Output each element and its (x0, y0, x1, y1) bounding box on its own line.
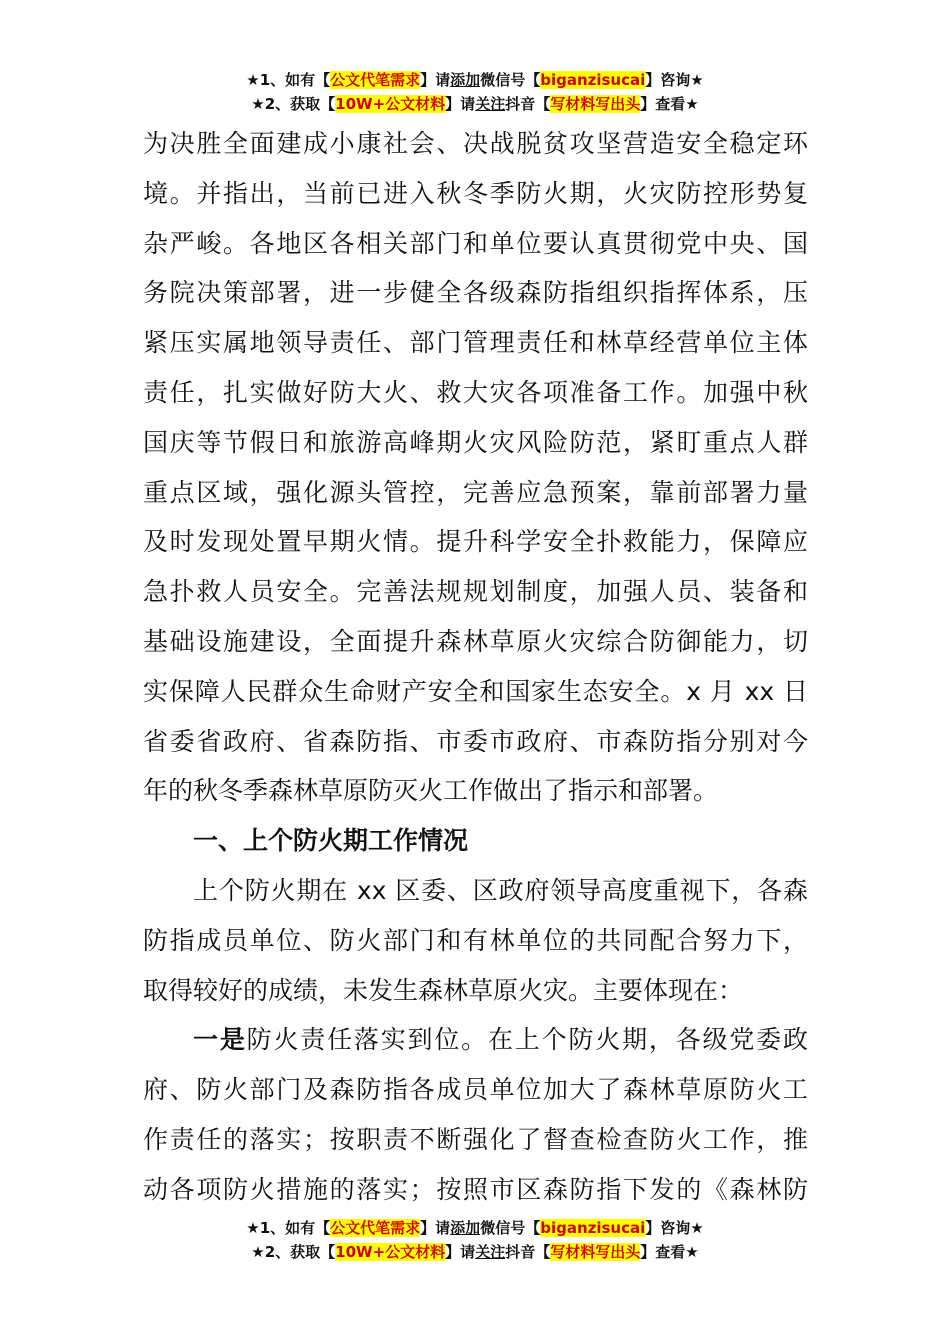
highlight-wechat-id: biganzisucai (540, 1219, 646, 1237)
star-icon: ★ (246, 71, 260, 89)
header-banner (0, 68, 950, 116)
text-line: 境。并指出，当前已进入秋冬季防火期，火灾防控形势复 (143, 178, 808, 208)
underlined-text: 关注 (475, 1243, 506, 1261)
text-line: 作责任的落实；按职责不断强化了督查检查防火工作，推 (143, 1124, 808, 1154)
star-icon: ★ (685, 1243, 699, 1261)
text-line: 基础设施建设，全面提升森林草原火灾综合防御能力，切 (143, 626, 808, 656)
underlined-text: 关注 (475, 95, 506, 113)
banner-text: 】请 (445, 1243, 476, 1261)
banner-text: 2、获取【 (264, 95, 336, 113)
paragraph-intro (143, 119, 808, 816)
text-line: 重点区域，强化源头管控，完善应急预案，靠前部署力量 (143, 477, 808, 507)
highlight-service: 公文代笔需求 (330, 71, 421, 89)
star-icon: ★ (251, 1243, 265, 1261)
text-line: 动各项防火措施的落实；按照市区森防指下发的《森林防 (143, 1174, 808, 1204)
text-line: 及时发现处置早期火情。提升科学安全扑救能力，保障应 (143, 527, 808, 557)
banner-line-1 (0, 68, 950, 92)
text-line: 省委省政府、省森防指、市委市政府、市森防指分别对今 (143, 726, 808, 756)
paragraph-summary (143, 866, 808, 1015)
text-line: 务院决策部署，进一步健全各级森防指组织指挥体系，压 (143, 278, 808, 308)
text-line-with-lead (143, 1015, 808, 1065)
text-line: 杂严峻。各地区各相关部门和单位要认真贯彻党中央、国 (143, 228, 808, 258)
banner-text: 微信号【 (480, 1219, 541, 1237)
highlight-douyin-account: 写材料写出头 (550, 1243, 641, 1261)
highlight-service: 公文代笔需求 (330, 1219, 421, 1237)
underlined-text: 添加 (450, 71, 481, 89)
text-line: 取得较好的成绩，未发生森林草原火灾。主要体现在： (143, 975, 744, 1005)
highlight-materials: 10W+公文材料 (335, 1243, 446, 1261)
banner-text: 2、获取【 (264, 1243, 336, 1261)
text-line: 年的秋冬季森林草原防灭火工作做出了指示和部署。 (143, 776, 719, 806)
text-line: 防指成员单位、防火部门和有林单位的共同配合努力下， (143, 925, 808, 955)
text-line: 紧压实属地领导责任、部门管理责任和林草经营单位主体 (143, 328, 808, 358)
banner-text: 】请 (445, 95, 476, 113)
banner-line-1 (0, 1216, 950, 1240)
banner-text: 】请 (420, 71, 451, 89)
star-icon: ★ (251, 95, 265, 113)
banner-line-2 (0, 1240, 950, 1264)
banner-text: 1、如有【 (259, 71, 331, 89)
footer-banner (0, 1216, 950, 1264)
star-icon: ★ (690, 1219, 704, 1237)
text-line: 责任，扎实做好防大火、救大灾各项准备工作。加强中秋 (143, 377, 808, 407)
text-line: 府、防火部门及森防指各成员单位加大了森林草原防火工 (143, 1075, 808, 1105)
star-icon: ★ (246, 1219, 260, 1237)
paragraph-point-one (143, 1015, 808, 1214)
point-text: 防火责任落实到位。在上个防火期，各级党委政 (246, 1025, 808, 1055)
star-icon: ★ (690, 71, 704, 89)
banner-text: 】咨询 (645, 71, 691, 89)
text-line: 国庆等节假日和旅游高峰期火灾风险防范，紧盯重点人群 (143, 427, 808, 457)
banner-text: 】请 (420, 1219, 451, 1237)
banner-text: 】咨询 (645, 1219, 691, 1237)
banner-text: 】查看 (640, 1243, 686, 1261)
banner-text: 微信号【 (480, 71, 541, 89)
highlight-douyin-account: 写材料写出头 (550, 95, 641, 113)
star-icon: ★ (685, 95, 699, 113)
point-lead: 一是 (193, 1025, 247, 1055)
highlight-wechat-id: biganzisucai (540, 71, 646, 89)
text-line: 上个防火期在 xx 区委、区政府领导高度重视下，各森 (193, 875, 808, 905)
document-body (143, 119, 808, 1215)
section-heading: 一、上个防火期工作情况 (193, 826, 469, 856)
banner-text: 抖音【 (505, 1243, 551, 1261)
highlight-materials: 10W+公文材料 (335, 95, 446, 113)
banner-line-2 (0, 92, 950, 116)
banner-text: 】查看 (640, 95, 686, 113)
text-line: 为决胜全面建成小康社会、决战脱贫攻坚营造安全稳定环 (143, 129, 808, 158)
text-line: 急扑救人员安全。完善法规规划制度，加强人员、装备和 (143, 577, 808, 607)
underlined-text: 添加 (450, 1219, 481, 1237)
banner-text: 抖音【 (505, 95, 551, 113)
banner-text: 1、如有【 (259, 1219, 331, 1237)
text-line: 实保障人民群众生命财产安全和国家生态安全。x 月 xx 日 (143, 676, 808, 706)
